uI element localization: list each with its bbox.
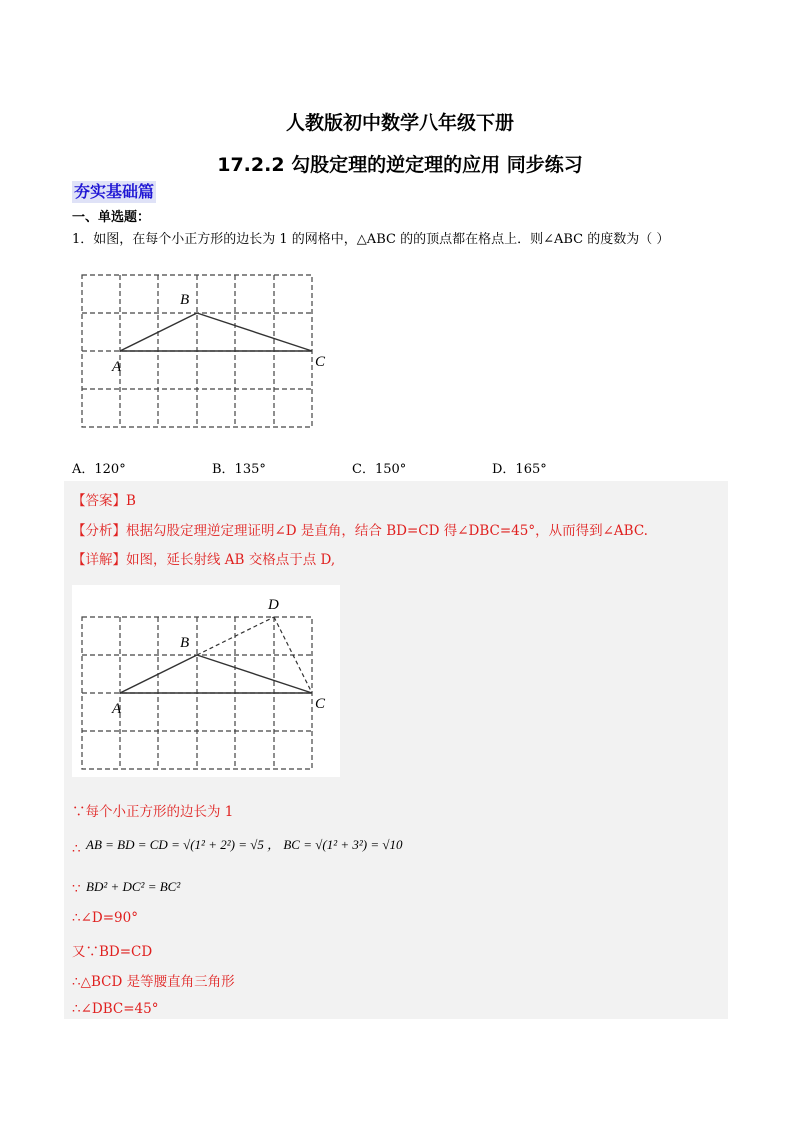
option-d[interactable]: D．165°: [492, 462, 547, 477]
grid-figure-abcd: [72, 585, 340, 777]
figure-2-background: [72, 585, 340, 777]
answer-line: 【答案】B: [72, 493, 136, 509]
label-d: D: [268, 597, 279, 613]
step-1: ∵每个小正方形的边长为 1: [72, 804, 234, 820]
label-a-2: A: [112, 701, 122, 717]
step-3-symbol: ∵: [72, 881, 81, 897]
label-b-2: B: [180, 635, 190, 651]
step-7: ∴∠DBC=45°: [72, 1001, 159, 1017]
option-b[interactable]: B．135°: [212, 462, 266, 477]
option-c[interactable]: C．150°: [352, 462, 407, 477]
page-subtitle: 17.2.2 勾股定理的逆定理的应用 同步练习: [217, 154, 583, 176]
label-b: B: [180, 292, 190, 308]
section-label: 夯实基础篇: [74, 182, 155, 201]
step-5: 又∵BD=CD: [72, 944, 153, 960]
page-title: 人教版初中数学八年级下册: [285, 112, 514, 134]
label-a: A: [112, 359, 122, 375]
step-4: ∴∠D=90°: [72, 910, 138, 926]
analysis-line: 【分析】根据勾股定理逆定理证明∠D 是直角，结合 BD=CD 得∠DBC=45°，从而得到∠ABC.: [72, 523, 648, 539]
label-c-2: C: [315, 696, 326, 712]
question-type-heading: 一、单选题：: [72, 210, 151, 225]
step-2-math: AB = BD = CD = √(1² + 2²) = √5 ， BC = √(1² + 3²) = √10: [86, 837, 403, 852]
question-text: 1．如图，在每个小正方形的边长为 1 的网格中，△ABC 的的顶点都在格点上．则∠ABC 的度数为（ ）: [72, 232, 670, 247]
step-3-math: BD² + DC² = BC²: [86, 879, 181, 894]
label-c: C: [315, 354, 326, 370]
step-6: ∴△BCD 是等腰直角三角形: [72, 974, 235, 990]
grid-figure-abc: [72, 270, 326, 435]
option-a[interactable]: A．120°: [72, 462, 126, 477]
step-2-symbol: ∴: [72, 841, 81, 857]
detail-line: 【详解】如图，延长射线 AB 交格点于点 D,: [72, 552, 336, 568]
